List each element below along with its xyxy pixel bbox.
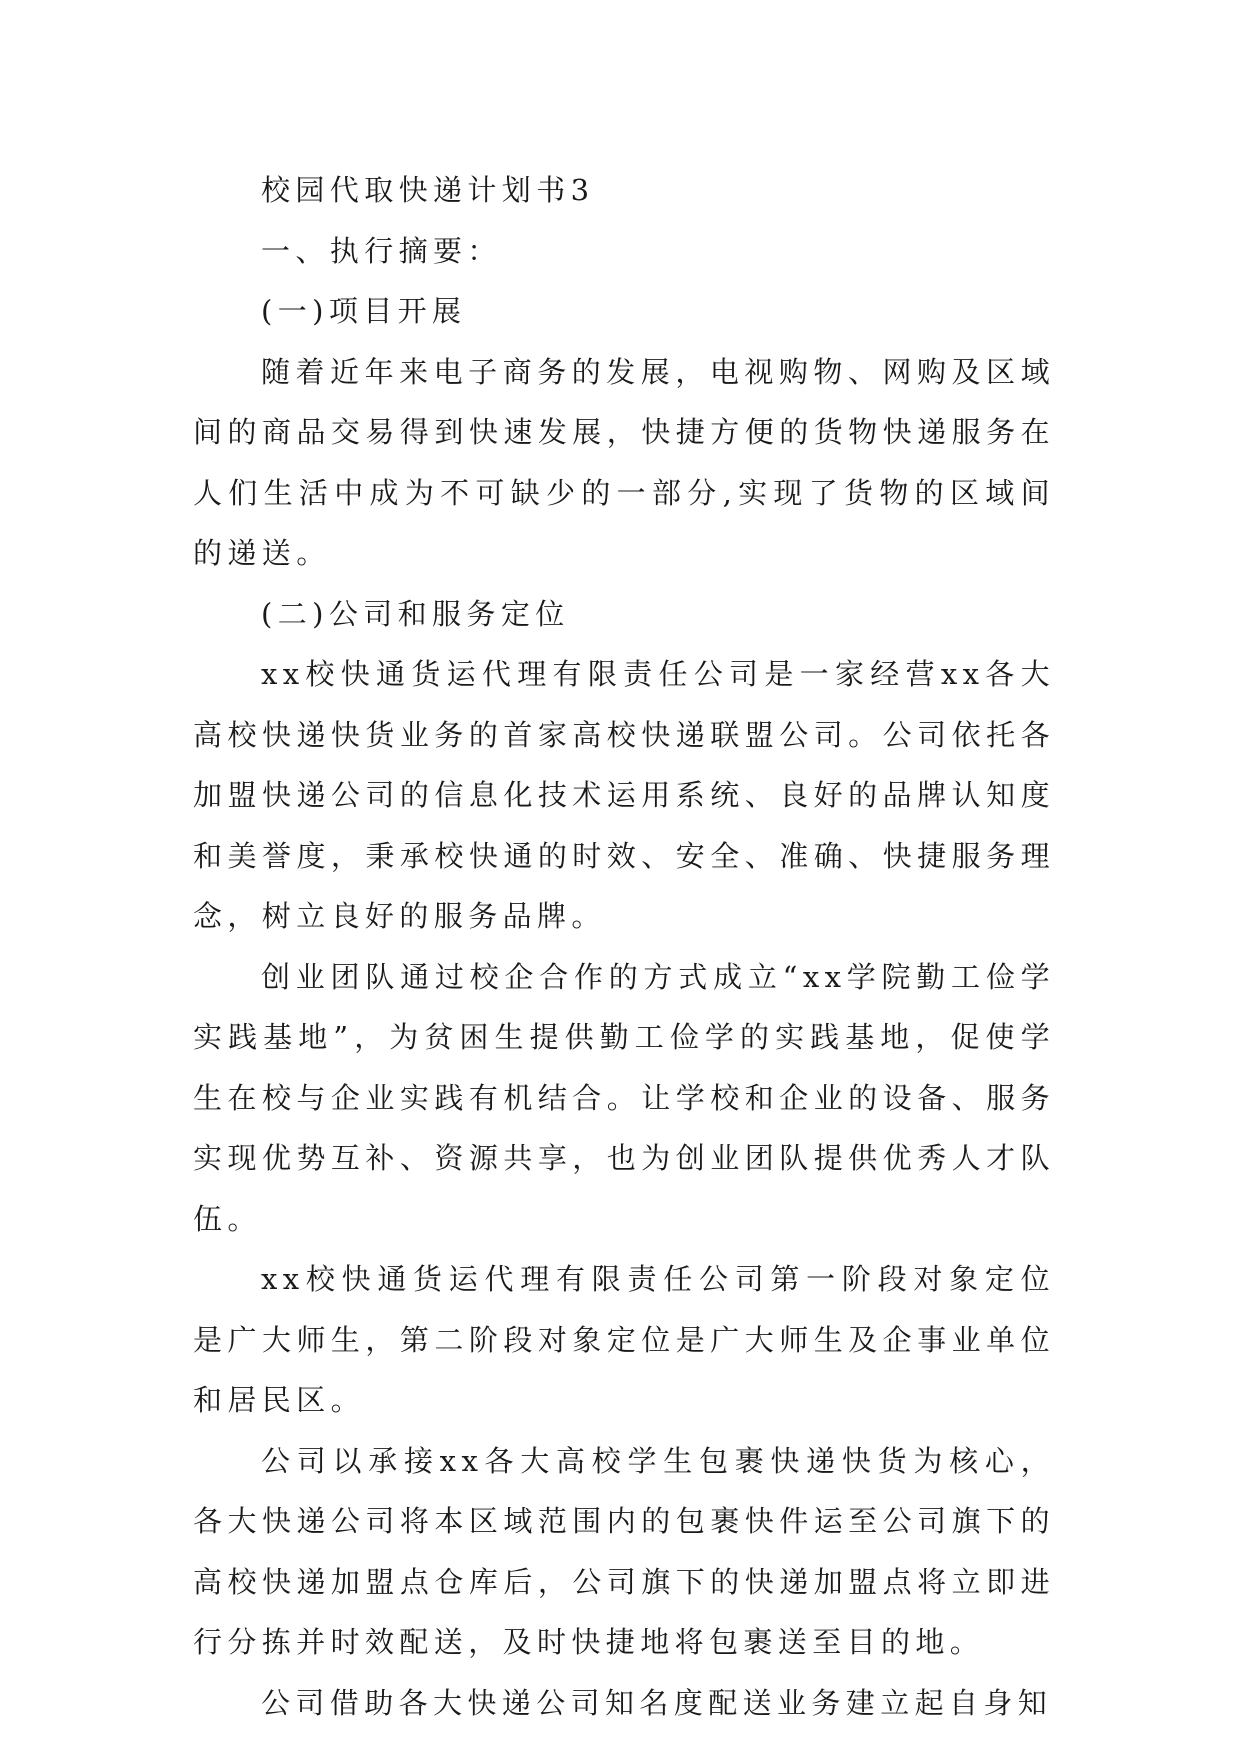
section-heading-executive-summary: 一、执行摘要：	[261, 233, 502, 268]
paragraph-team: 创业团队通过校企合作的方式成立“xx学院勤工俭学实践基地”，为贫困生提供勤工俭学的实践基地，促使学生在校与企业实践有机结合。让学校和企业的设备、服务实现优势互补、资源共享，也为创业团队提供优秀人才队伍。	[193, 959, 1055, 1236]
paragraph-brand: 公司借助各大快递公司知名度配送业务建立起自身知	[261, 1685, 1053, 1720]
paragraph-operation: 公司以承接xx各大高校学生包裹快递快货为核心，各大快递公司将本区域范围内的包裹快件运至公司旗下的高校快递加盟点仓库后，公司旗下的快递加盟点将立即进行分拣并时效配送，及时快捷地将包裹送至目的地。	[193, 1443, 1055, 1659]
subsection-heading-positioning: (二)公司和服务定位	[261, 596, 570, 631]
document-body	[193, 160, 1055, 1733]
document-title: 校园代取快递计划书3	[261, 173, 595, 207]
subsection-heading-project: (一)项目开展	[261, 294, 467, 328]
paragraph-background: 随着近年来电子商务的发展，电视购物、网购及区域间的商品交易得到快速发展，快捷方便的货物快递服务在人们生活中成为不可缺少的一部分,实现了货物的区域间的递送。	[193, 354, 1055, 570]
paragraph-company-intro: xx校快通货运代理有限责任公司是一家经营xx各大高校快递快货业务的首家高校快递联盟公司。公司依托各加盟快递公司的信息化技术运用系统、良好的品牌认知度和美誉度，秉承校快通的时效、安全、准确、快捷服务理念，树立良好的服务品牌。	[193, 657, 1055, 933]
paragraph-target: xx校快通货运代理有限责任公司第一阶段对象定位是广大师生，第二阶段对象定位是广大师生及企事业单位和居民区。	[193, 1262, 1055, 1417]
